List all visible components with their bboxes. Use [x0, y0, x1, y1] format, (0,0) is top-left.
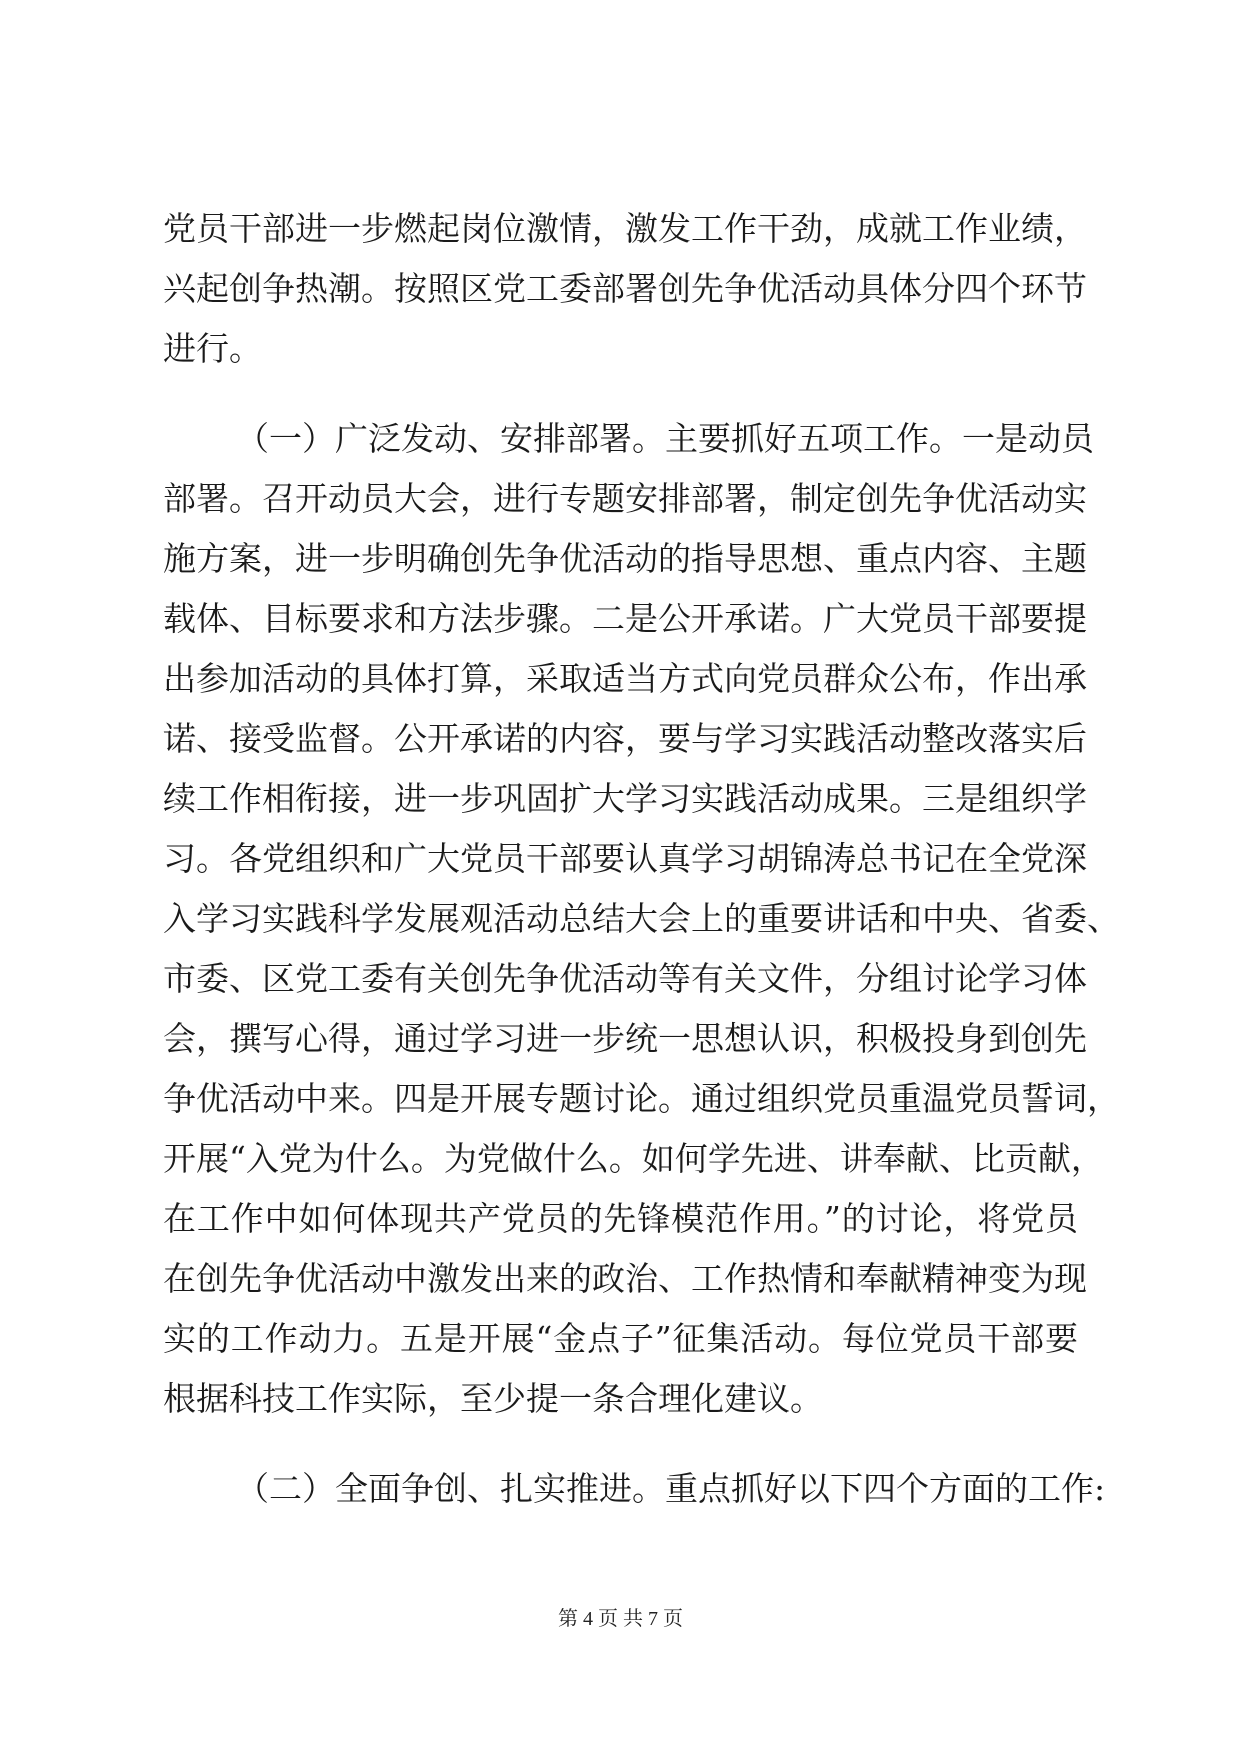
text-line-6: 施方案，进一步明确创先争优活动的指导思想、重点内容、主题	[163, 539, 1087, 578]
text-line-13: 市委、区党工委有关创先争优活动等有关文件，分组讨论学习体	[163, 959, 1087, 998]
paragraph-2-heading-line: （二）全面争创、扎实推进。重点抓好以下四个方面的工作:	[236, 1469, 1106, 1508]
text-line-3: 进行。	[163, 329, 262, 368]
text-line-17: 在工作中如何体现共产党员的先锋模范作用。”的讨论，将党员	[163, 1199, 1078, 1238]
text-line-16: 开展“入党为什么。为党做什么。如何学先进、讲奉献、比贡献，	[163, 1139, 1104, 1178]
text-line-18: 在创先争优活动中激发出来的政治、工作热情和奉献精神变为现	[163, 1259, 1087, 1298]
text-line-9: 诺、接受监督。公开承诺的内容，要与学习实践活动整改落实后	[163, 719, 1087, 758]
text-line-15: 争优活动中来。四是开展专题讨论。通过组织党员重温党员誓词，	[163, 1079, 1120, 1118]
text-line-5: 部署。召开动员大会，进行专题安排部署，制定创先争优活动实	[163, 479, 1087, 518]
text-line-8: 出参加活动的具体打算，采取适当方式向党员群众公布，作出承	[163, 659, 1087, 698]
text-line-20: 根据科技工作实际，至少提一条合理化建议。	[163, 1379, 823, 1418]
text-line-14: 会，撰写心得，通过学习进一步统一思想认识，积极投身到创先	[163, 1019, 1087, 1058]
text-line-11: 习。各党组织和广大党员干部要认真学习胡锦涛总书记在全党深	[163, 839, 1087, 878]
paragraph-1-heading-line: （一）广泛发动、安排部署。主要抓好五项工作。一是动员	[236, 419, 1094, 458]
text-line-1: 党员干部进一步燃起岗位激情，激发工作干劲，成就工作业绩，	[163, 209, 1087, 248]
page-footer: 第 4 页 共 7 页	[558, 1608, 683, 1630]
text-line-2: 兴起创争热潮。按照区党工委部署创先争优活动具体分四个环节	[163, 269, 1087, 308]
text-line-10: 续工作相衔接，进一步巩固扩大学习实践活动成果。三是组织学	[163, 779, 1087, 818]
text-line-7: 载体、目标要求和方法步骤。二是公开承诺。广大党员干部要提	[163, 599, 1087, 638]
text-line-19: 实的工作动力。五是开展“金点子”征集活动。每位党员干部要	[163, 1319, 1078, 1358]
text-line-12: 入学习实践科学发展观活动总结大会上的重要讲话和中央、省委、	[163, 899, 1120, 938]
